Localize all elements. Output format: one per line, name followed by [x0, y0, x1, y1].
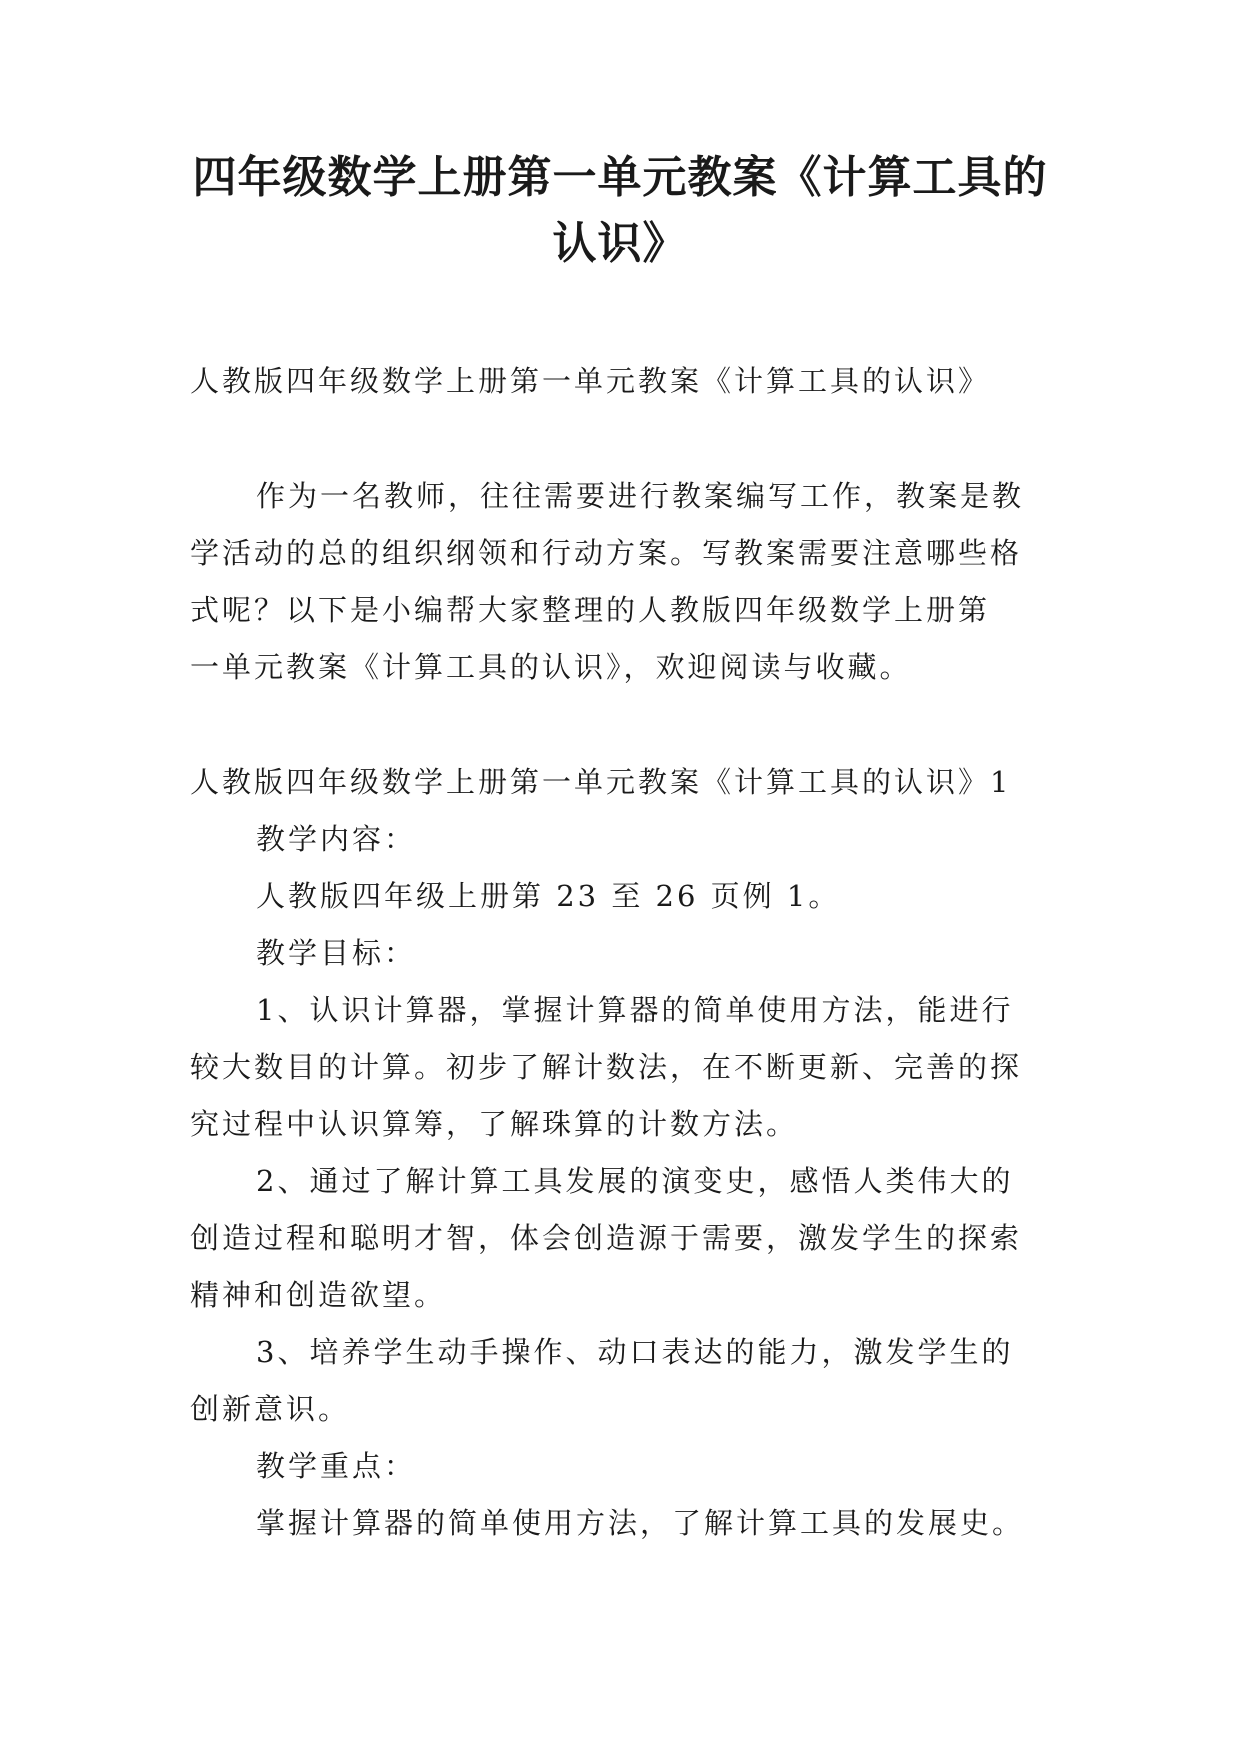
goal-2-line-2: 创造过程和聪明才智，体会创造源于需要，激发学生的探索	[190, 1221, 1023, 1255]
focus-text: 掌握计算器的简单使用方法，了解计算工具的发展史。	[256, 1506, 1025, 1540]
intro-line-2: 学活动的总的组织纲领和行动方案。写教案需要注意哪些格	[190, 536, 1023, 570]
goal-1-line-3: 究过程中认识算筹，了解珠算的计数方法。	[190, 1107, 799, 1141]
goal-3-line-2: 创新意识。	[190, 1392, 351, 1426]
goal-1-line-1: 1、认识计算器，掌握计算器的简单使用方法，能进行	[256, 993, 1014, 1027]
focus-label: 教学重点：	[256, 1449, 417, 1483]
section-title: 人教版四年级数学上册第一单元教案《计算工具的认识》1	[190, 765, 1012, 799]
document-subtitle: 人教版四年级数学上册第一单元教案《计算工具的认识》	[190, 364, 991, 398]
content-label: 教学内容：	[256, 822, 417, 856]
document-title	[170, 145, 1070, 277]
goal-3-line-1: 3、培养学生动手操作、动口表达的能力，激发学生的	[256, 1335, 1014, 1369]
content-text: 人教版四年级上册第 23 至 26 页例 1。	[256, 879, 841, 913]
goals-label: 教学目标：	[256, 936, 417, 970]
intro-line-3: 式呢？以下是小编帮大家整理的人教版四年级数学上册第	[190, 593, 991, 627]
goal-2-line-1: 2、通过了解计算工具发展的演变史，感悟人类伟大的	[256, 1164, 1014, 1198]
title-line-2: 认识》	[552, 218, 688, 269]
goal-1-line-2: 较大数目的计算。初步了解计数法，在不断更新、完善的探	[190, 1050, 1023, 1084]
goal-2-line-3: 精神和创造欲望。	[190, 1278, 447, 1312]
intro-line-4: 一单元教案《计算工具的认识》，欢迎阅读与收藏。	[190, 650, 912, 684]
title-line-1: 四年级数学上册第一单元教案《计算工具的	[192, 152, 1048, 203]
intro-line-1: 作为一名教师，往往需要进行教案编写工作，教案是教	[256, 479, 1025, 513]
